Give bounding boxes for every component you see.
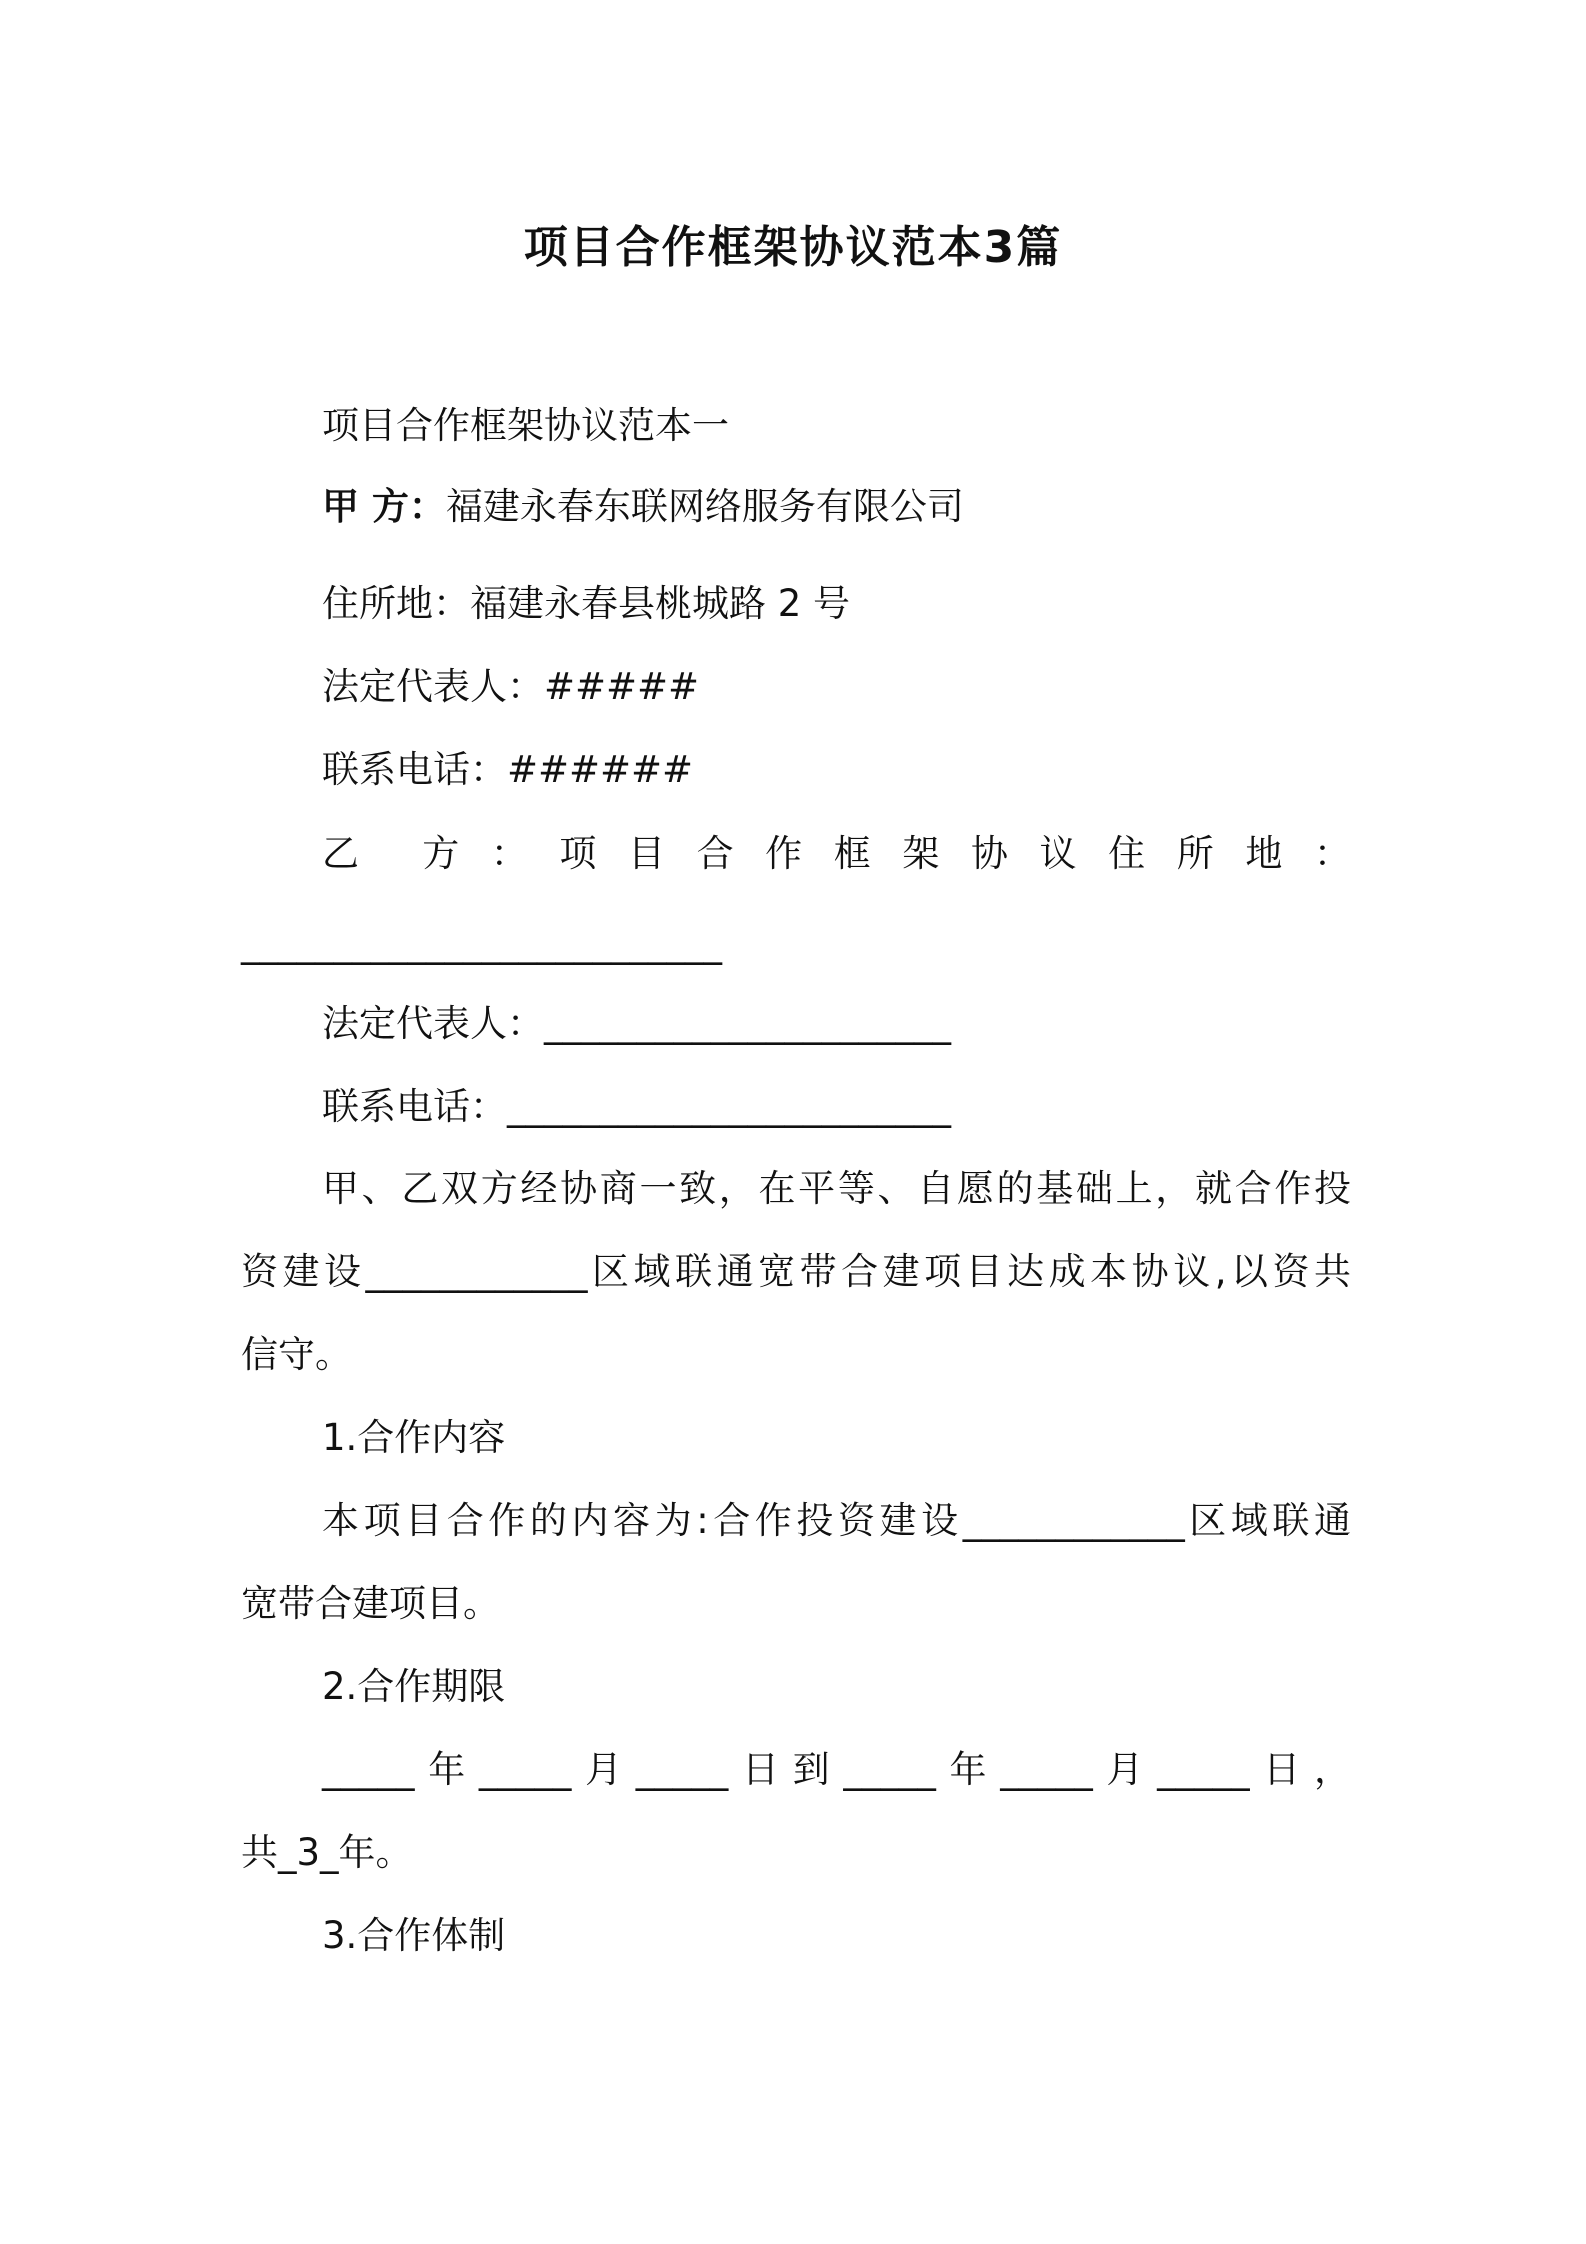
party-b-char: 乙: [322, 832, 359, 875]
party-b-char: 目: [627, 832, 665, 875]
clause-2-line-2: 共_3_年。: [241, 1831, 413, 1874]
clause-1-heading: 1.合作内容: [322, 1416, 506, 1459]
party-b-char: 地: [1245, 832, 1283, 875]
clause-1-line-1: 本项目合作的内容为:合作投资建设____________区域联通: [322, 1499, 1351, 1542]
party-a-legal-rep: 法定代表人：#####: [322, 665, 700, 708]
clause-1-line-2: 宽带合建项目。: [241, 1582, 500, 1625]
party-a-name: 福建永春东联网络服务有限公司: [445, 485, 964, 528]
party-b-line: [322, 830, 1351, 878]
party-b-char: ：: [1313, 832, 1351, 875]
party-b-char: 住: [1108, 832, 1146, 875]
party-b-char: ：: [490, 832, 528, 875]
intro-line-1: 甲、乙双方经协商一致，在平等、自愿的基础上，就合作投: [322, 1167, 1351, 1210]
intro-line-3: 信守。: [241, 1333, 352, 1376]
party-b-char: 合: [696, 832, 734, 875]
party-b-char: 架: [902, 832, 940, 875]
party-b-char: 项: [559, 832, 597, 875]
party-b-legal-rep: 法定代表人：______________________: [322, 1002, 951, 1045]
intro-line-2: 资建设____________区域联通宽带合建项目达成本协议,以资共: [241, 1250, 1351, 1293]
clause-2-line-1: _____年_____月_____日到_____年_____月_____日，: [322, 1748, 1351, 1791]
party-a-address: 住所地：福建永春县桃城路 2 号: [322, 582, 851, 625]
party-b-address-blank: __________________________: [241, 922, 722, 965]
clause-2-heading: 2.合作期限: [322, 1665, 506, 1708]
party-b-char: 议: [1039, 832, 1077, 875]
party-b-char: 方: [422, 832, 460, 875]
party-b-char: 框: [833, 832, 871, 875]
section-heading: 项目合作框架协议范本一: [322, 404, 729, 447]
clause-3-heading: 3.合作体制: [322, 1914, 506, 1957]
party-a-label: 甲 方：: [322, 485, 446, 528]
party-a-line: [322, 483, 964, 531]
party-b-char: 所: [1176, 832, 1214, 875]
party-b-char: 协: [970, 832, 1008, 875]
document-title: 项目合作框架协议范本3篇: [523, 222, 1063, 273]
party-b-phone: 联系电话：________________________: [322, 1085, 951, 1128]
party-b-char: 作: [765, 832, 803, 875]
party-a-phone: 联系电话：######: [322, 748, 694, 791]
